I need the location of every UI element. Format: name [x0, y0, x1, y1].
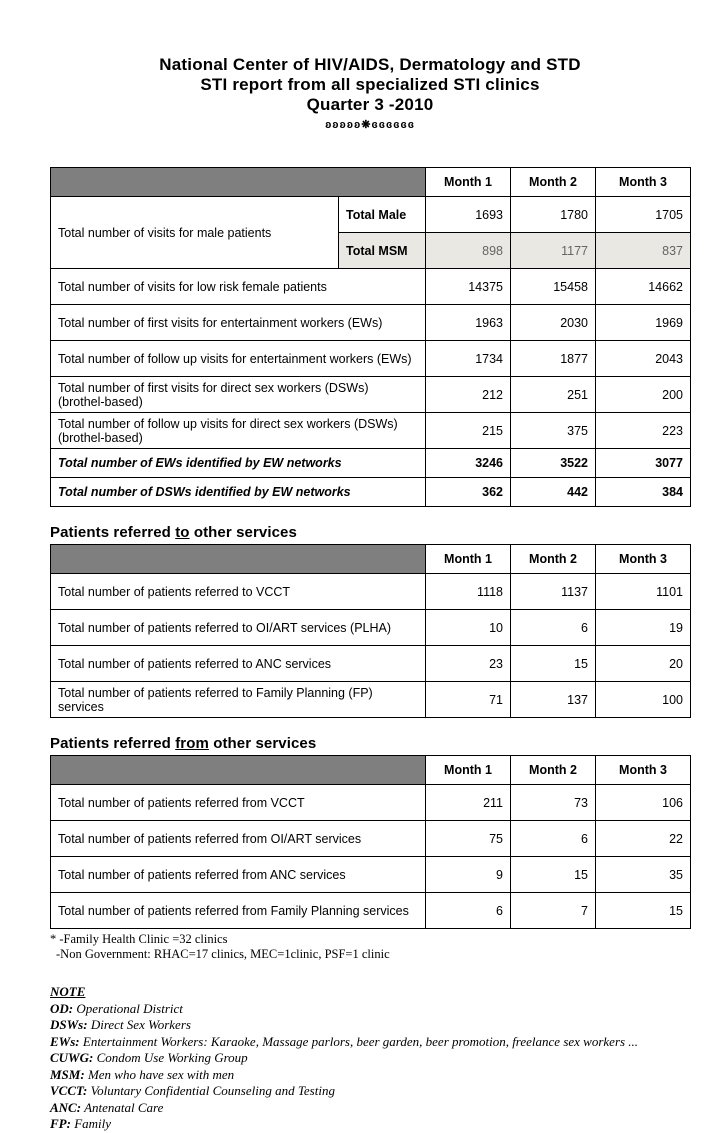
- cell-value: 251: [511, 377, 596, 413]
- note-definition: Family: [70, 1116, 112, 1131]
- table-row: [51, 305, 691, 341]
- cell-value: 384: [596, 478, 691, 507]
- heading-text: Patients referred: [50, 524, 176, 541]
- note-definition: Direct Sex Workers: [87, 1017, 191, 1032]
- month-1-header: Month 1: [426, 168, 511, 197]
- note-definition: Entertainment Workers: Karaoke, Massage parlors, beer garden, beer promotion, freelance sex workers ...: [79, 1033, 639, 1049]
- report-title: [50, 0, 690, 115]
- cell-value: 15: [511, 646, 596, 682]
- cell-value: 837: [596, 233, 691, 269]
- cell-value: 442: [511, 478, 596, 507]
- table-row: [51, 341, 691, 377]
- table-header-row: [51, 545, 691, 574]
- referred-to-table: [50, 544, 691, 718]
- cell-value: 1969: [596, 305, 691, 341]
- note-item: [50, 1083, 690, 1100]
- cell-value: 6: [426, 893, 511, 929]
- row-label: Total number of patients referred from OI/ART services: [51, 821, 426, 857]
- cell-value: 1877: [511, 341, 596, 377]
- cell-value: 71: [426, 682, 511, 718]
- row-label: Total number of patients referred to ANC services: [51, 646, 426, 682]
- table-row: [51, 646, 691, 682]
- cell-value: 100: [596, 682, 691, 718]
- note-term: MSM:: [50, 1066, 85, 1082]
- row-label: Total number of patients referred to VCCT: [51, 574, 426, 610]
- cell-value: 1101: [596, 574, 691, 610]
- note-definition: Men who have sex with men: [84, 1066, 235, 1082]
- cell-value: 3077: [596, 449, 691, 478]
- cell-value: 15: [511, 857, 596, 893]
- cell-value: 23: [426, 646, 511, 682]
- note-definition: Antenatal Care: [81, 1099, 164, 1115]
- row-label: Total number of patients referred from ANC services: [51, 857, 426, 893]
- cell-value: 1963: [426, 305, 511, 341]
- row-label: Total number of patients referred to Family Planning (FP) services: [51, 682, 426, 718]
- table-row: [51, 785, 691, 821]
- month-1-header: Month 1: [426, 756, 511, 785]
- row-label: Total number of patients referred to OI/ART services (PLHA): [51, 610, 426, 646]
- month-1-header: Month 1: [426, 545, 511, 574]
- cell-value: 35: [596, 857, 691, 893]
- row-label: Total number of EWs identified by EW networks: [51, 449, 426, 478]
- referred-from-table: [50, 755, 691, 929]
- heading-text: Patients referred: [50, 735, 176, 752]
- cell-value: 1734: [426, 341, 511, 377]
- cell-value: 898: [426, 233, 511, 269]
- cell-value: 211: [426, 785, 511, 821]
- cell-value: 2043: [596, 341, 691, 377]
- title-line-2: STI report from all specialized STI clinics: [200, 75, 540, 94]
- row-label-male-visits: Total number of visits for male patients: [51, 197, 339, 269]
- month-2-header: Month 2: [511, 545, 596, 574]
- cell-value: 1705: [596, 197, 691, 233]
- cell-value: 1693: [426, 197, 511, 233]
- heading-text: other services: [208, 735, 317, 752]
- row-label: Total number of patients referred from Family Planning services: [51, 893, 426, 929]
- month-2-header: Month 2: [511, 168, 596, 197]
- heading-text: other services: [189, 524, 297, 541]
- month-3-header: Month 3: [596, 756, 691, 785]
- cell-value: 9: [426, 857, 511, 893]
- row-label: Total number of follow up visits for entertainment workers (EWs): [51, 341, 426, 377]
- note-term: ANC:: [50, 1099, 82, 1115]
- note-block: [50, 984, 690, 1133]
- month-3-header: Month 3: [596, 545, 691, 574]
- note-definition: Condom Use Working Group: [93, 1050, 248, 1065]
- table-corner-cell: [51, 756, 426, 785]
- cell-value: 14375: [426, 269, 511, 305]
- cell-value: 212: [426, 377, 511, 413]
- cell-value: 6: [511, 610, 596, 646]
- note-item: [50, 1034, 690, 1051]
- row-label: Total number of visits for low risk female patients: [51, 269, 426, 305]
- cell-value: 14662: [596, 269, 691, 305]
- table-row: [51, 821, 691, 857]
- footnote-line-2: -Non Government: RHAC=17 clinics, MEC=1clinic, PSF=1 clinic: [56, 947, 390, 961]
- table-row: [51, 449, 691, 478]
- table-row: [51, 610, 691, 646]
- table-corner-cell: [51, 168, 426, 197]
- table-row: [51, 197, 691, 233]
- sub-label-total-msm: Total MSM: [339, 233, 426, 269]
- cell-value: 7: [511, 893, 596, 929]
- visits-table: [50, 167, 691, 507]
- cell-value: 106: [596, 785, 691, 821]
- title-line-1: National Center of HIV/AIDS, Dermatology and STD: [159, 55, 581, 74]
- note-definition: Operational District: [73, 1000, 183, 1016]
- cell-value: 3522: [511, 449, 596, 478]
- cell-value: 19: [596, 610, 691, 646]
- row-label: Total number of DSWs identified by EW networks: [51, 478, 426, 507]
- cell-value: 215: [426, 413, 511, 449]
- cell-value: 73: [511, 785, 596, 821]
- section-heading-referred-to: [50, 524, 690, 541]
- table-corner-cell: [51, 545, 426, 574]
- cell-value: 10: [426, 610, 511, 646]
- note-item: [50, 1001, 690, 1018]
- month-3-header: Month 3: [596, 168, 691, 197]
- cell-value: 1780: [511, 197, 596, 233]
- footnote-line-1: * -Family Health Clinic =32 clinics: [50, 932, 228, 946]
- cell-value: 2030: [511, 305, 596, 341]
- cell-value: 75: [426, 821, 511, 857]
- footnote: [50, 932, 690, 962]
- note-definition: Voluntary Confidential Counseling and Testing: [87, 1083, 335, 1098]
- cell-value: 20: [596, 646, 691, 682]
- cell-value: 1177: [511, 233, 596, 269]
- table-row: [51, 574, 691, 610]
- note-term: FP:: [50, 1116, 71, 1131]
- note-item: [50, 1067, 690, 1084]
- table-row: [51, 893, 691, 929]
- cell-value: 1118: [426, 574, 511, 610]
- heading-underlined-word: from: [175, 735, 209, 752]
- cell-value: 362: [426, 478, 511, 507]
- heading-underlined-word: to: [175, 524, 190, 541]
- row-label: Total number of follow up visits for direct sex workers (DSWs) (brothel-based): [51, 413, 426, 449]
- table-header-row: [51, 168, 691, 197]
- note-term: OD:: [50, 1000, 74, 1016]
- note-term: CUWG:: [50, 1050, 94, 1065]
- note-item: [50, 1116, 690, 1133]
- row-label: Total number of first visits for direct sex workers (DSWs) (brothel-based): [51, 377, 426, 413]
- sub-label-total-male: Total Male: [339, 197, 426, 233]
- note-heading: NOTE: [50, 984, 86, 999]
- table-row: [51, 413, 691, 449]
- cell-value: 1137: [511, 574, 596, 610]
- note-term: DSWs:: [50, 1017, 88, 1032]
- note-item: [50, 1050, 690, 1067]
- cell-value: 15458: [511, 269, 596, 305]
- cell-value: 223: [596, 413, 691, 449]
- table-row: [51, 682, 691, 718]
- cell-value: 15: [596, 893, 691, 929]
- title-line-3: Quarter 3 -2010: [306, 95, 434, 114]
- note-item: [50, 1017, 690, 1034]
- table-row: [51, 377, 691, 413]
- cell-value: 6: [511, 821, 596, 857]
- note-item: [50, 1100, 690, 1117]
- cell-value: 200: [596, 377, 691, 413]
- table-row: [51, 269, 691, 305]
- table-header-row: [51, 756, 691, 785]
- cell-value: 137: [511, 682, 596, 718]
- note-term: EWs:: [50, 1033, 80, 1049]
- row-label: Total number of first visits for entertainment workers (EWs): [51, 305, 426, 341]
- table-row: [51, 478, 691, 507]
- cell-value: 3246: [426, 449, 511, 478]
- month-2-header: Month 2: [511, 756, 596, 785]
- section-heading-referred-from: [50, 735, 690, 752]
- ornament-divider: ʚʚʚʚʚ❋ɞɞɞɞɞɞ: [325, 119, 415, 131]
- note-term: VCCT:: [50, 1083, 88, 1098]
- table-row: [51, 857, 691, 893]
- row-label: Total number of patients referred from VCCT: [51, 785, 426, 821]
- cell-value: 22: [596, 821, 691, 857]
- cell-value: 375: [511, 413, 596, 449]
